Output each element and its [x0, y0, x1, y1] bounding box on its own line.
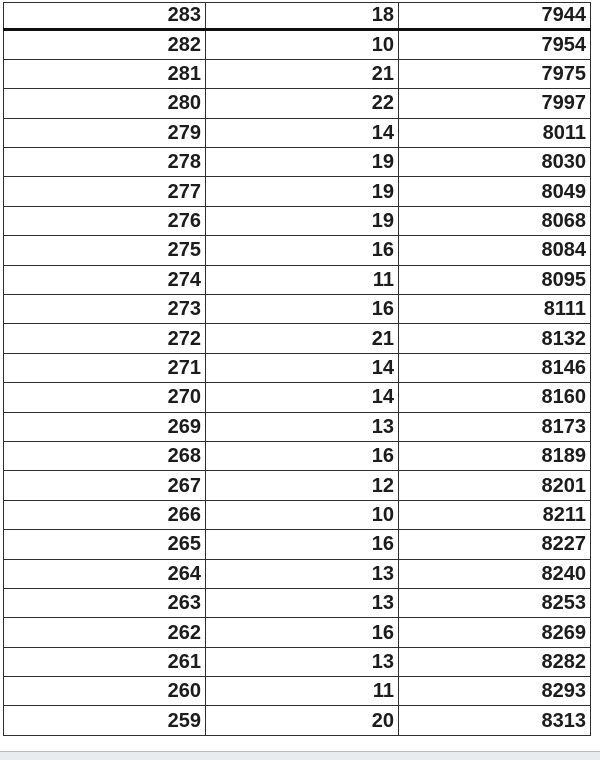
table-row: [4, 500, 591, 529]
table-cell[interactable]: 7944: [399, 3, 591, 30]
table-cell[interactable]: 10: [206, 29, 399, 59]
table-cell[interactable]: 8011: [399, 118, 591, 147]
table-row: [4, 441, 591, 470]
table-row: [4, 177, 591, 206]
table-row: [4, 559, 591, 588]
table-row: [4, 295, 591, 324]
table-row: [4, 29, 591, 59]
table-row: [4, 412, 591, 441]
table-cell[interactable]: 19: [206, 148, 399, 177]
table-row: [4, 647, 591, 676]
table-cell[interactable]: 13: [206, 588, 399, 617]
table-cell[interactable]: 265: [4, 530, 206, 559]
table-row: [4, 677, 591, 706]
table-cell[interactable]: 8201: [399, 471, 591, 500]
table-cell[interactable]: 260: [4, 677, 206, 706]
table-cell[interactable]: 14: [206, 353, 399, 382]
table-cell[interactable]: 277: [4, 177, 206, 206]
table-row: [4, 59, 591, 88]
table-cell[interactable]: 16: [206, 618, 399, 647]
table-cell[interactable]: 22: [206, 89, 399, 118]
table-cell[interactable]: 19: [206, 206, 399, 235]
table-cell[interactable]: 266: [4, 500, 206, 529]
table-cell[interactable]: 275: [4, 236, 206, 265]
table-cell[interactable]: 8269: [399, 618, 591, 647]
table-cell[interactable]: 8253: [399, 588, 591, 617]
table-cell[interactable]: 268: [4, 441, 206, 470]
table-cell[interactable]: 13: [206, 559, 399, 588]
table-row: [4, 236, 591, 265]
table-row: [4, 148, 591, 177]
table-cell[interactable]: 283: [4, 3, 206, 30]
table-cell[interactable]: 278: [4, 148, 206, 177]
table-cell[interactable]: 8240: [399, 559, 591, 588]
table-row: [4, 265, 591, 294]
table-cell[interactable]: 16: [206, 295, 399, 324]
table-cell[interactable]: 7997: [399, 89, 591, 118]
table-cell[interactable]: 20: [206, 706, 399, 735]
table-cell[interactable]: 262: [4, 618, 206, 647]
table-cell[interactable]: 11: [206, 265, 399, 294]
table-cell[interactable]: 264: [4, 559, 206, 588]
data-table: [3, 2, 591, 736]
table-cell[interactable]: 12: [206, 471, 399, 500]
table-cell[interactable]: 16: [206, 441, 399, 470]
table-row: [4, 383, 591, 412]
table-cell[interactable]: 8084: [399, 236, 591, 265]
table-cell[interactable]: 8227: [399, 530, 591, 559]
table-cell[interactable]: 8095: [399, 265, 591, 294]
table-cell[interactable]: 8160: [399, 383, 591, 412]
table-cell[interactable]: 273: [4, 295, 206, 324]
table-cell[interactable]: 10: [206, 500, 399, 529]
table-cell[interactable]: 263: [4, 588, 206, 617]
table-row: [4, 706, 591, 735]
table-cell[interactable]: 16: [206, 236, 399, 265]
table-cell[interactable]: 261: [4, 647, 206, 676]
table-row: [4, 588, 591, 617]
table-cell[interactable]: 272: [4, 324, 206, 353]
table-cell[interactable]: 8293: [399, 677, 591, 706]
table-cell[interactable]: 269: [4, 412, 206, 441]
table-cell[interactable]: 8146: [399, 353, 591, 382]
table-cell[interactable]: 8211: [399, 500, 591, 529]
table-cell[interactable]: 267: [4, 471, 206, 500]
table-row: [4, 89, 591, 118]
table-row: [4, 353, 591, 382]
table-cell[interactable]: 11: [206, 677, 399, 706]
table-cell[interactable]: 14: [206, 383, 399, 412]
table-cell[interactable]: 276: [4, 206, 206, 235]
table-cell[interactable]: 7954: [399, 29, 591, 59]
table-cell[interactable]: 8173: [399, 412, 591, 441]
table-cell[interactable]: 8132: [399, 324, 591, 353]
table-cell[interactable]: 8068: [399, 206, 591, 235]
table-row: [4, 206, 591, 235]
table-body: [4, 3, 591, 736]
table-cell[interactable]: 8189: [399, 441, 591, 470]
table-row: [4, 530, 591, 559]
table-cell[interactable]: 259: [4, 706, 206, 735]
table-cell[interactable]: 281: [4, 59, 206, 88]
table-cell[interactable]: 280: [4, 89, 206, 118]
table-cell[interactable]: 282: [4, 29, 206, 59]
table-cell[interactable]: 8111: [399, 295, 591, 324]
table-row: [4, 118, 591, 147]
table-cell[interactable]: 8030: [399, 148, 591, 177]
table-row: [4, 471, 591, 500]
table-cell[interactable]: 16: [206, 530, 399, 559]
table-cell[interactable]: 13: [206, 412, 399, 441]
table-row: [4, 324, 591, 353]
table-cell[interactable]: 13: [206, 647, 399, 676]
table-cell[interactable]: 274: [4, 265, 206, 294]
table-row: [4, 618, 591, 647]
table-cell[interactable]: 271: [4, 353, 206, 382]
table-row: [4, 3, 591, 30]
table-cell[interactable]: 270: [4, 383, 206, 412]
table-cell[interactable]: 18: [206, 3, 399, 30]
table-cell[interactable]: 8049: [399, 177, 591, 206]
table-cell[interactable]: 21: [206, 59, 399, 88]
table-cell[interactable]: 21: [206, 324, 399, 353]
table-cell[interactable]: 19: [206, 177, 399, 206]
table-cell[interactable]: 14: [206, 118, 399, 147]
table-cell[interactable]: 8282: [399, 647, 591, 676]
table-cell[interactable]: 279: [4, 118, 206, 147]
table-cell[interactable]: 8313: [399, 706, 591, 735]
table-cell[interactable]: 7975: [399, 59, 591, 88]
